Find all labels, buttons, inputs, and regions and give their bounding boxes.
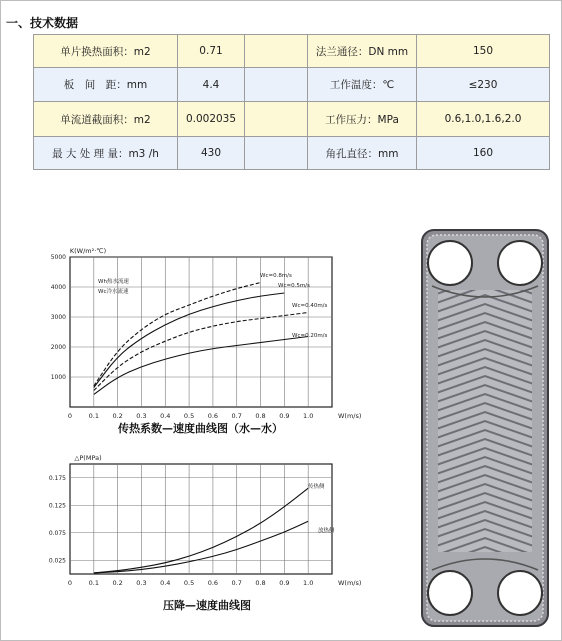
spec-label: 板 间 距：mm xyxy=(34,68,178,102)
pressure-drop-chart-svg xyxy=(40,450,400,590)
y-tick-label: 3000 xyxy=(50,314,66,321)
plot-frame xyxy=(70,464,332,574)
series-label: Wc=0.5m/s xyxy=(278,283,310,289)
y-tick-label: 2000 xyxy=(50,344,66,351)
x-tick-label: 0.1 xyxy=(88,579,99,587)
y-tick-label: 0.025 xyxy=(48,557,66,565)
x-tick-label: 1.0 xyxy=(303,412,314,420)
pressure-drop-chart-title: 压降—速度曲线图 xyxy=(163,599,251,612)
spec-label: 工作温度：℃ xyxy=(308,68,417,102)
x-tick-label: 0.4 xyxy=(160,412,171,420)
series-line xyxy=(94,337,308,395)
x-tick-label: 0 xyxy=(67,412,73,420)
x-tick-label: 0.3 xyxy=(136,412,147,420)
series-line xyxy=(94,313,308,391)
y-tick-label: 0.075 xyxy=(48,529,66,537)
y-tick-label: 0.125 xyxy=(48,502,66,510)
y-tick-label: 1000 xyxy=(50,374,66,381)
x-tick-label: 0.1 xyxy=(88,412,99,420)
x-tick-label: 0.5 xyxy=(183,412,195,420)
spec-row xyxy=(34,137,550,170)
x-tick-label: 0.6 xyxy=(207,412,219,420)
spec-blank xyxy=(245,68,308,102)
y-tick-label: 5000 xyxy=(50,254,66,261)
spec-blank xyxy=(245,35,308,68)
spec-row xyxy=(34,68,550,102)
x-axis-label: W(m/s) xyxy=(338,412,362,420)
spec-label: 最 大 处 理 量：m3 /h xyxy=(34,137,178,170)
legend-entry: Wh热水流速 xyxy=(98,279,129,285)
legend-entry: Wc冷水流速 xyxy=(98,289,129,295)
x-tick-label: 0.9 xyxy=(279,579,290,587)
spec-value: 150 xyxy=(417,35,550,68)
spec-label: 单流道截面积：m2 xyxy=(34,102,178,137)
x-tick-label: 0.8 xyxy=(255,579,266,587)
spec-value: 4.4 xyxy=(178,68,245,102)
spec-label: 法兰通径：DN mm xyxy=(308,35,417,68)
y-axis-label: △P(MPa) xyxy=(74,454,102,462)
spec-row xyxy=(34,102,550,137)
heat-transfer-chart-svg xyxy=(40,235,400,420)
spec-label: 角孔直径：mm xyxy=(308,137,417,170)
spec-label: 单片换热面积：m2 xyxy=(34,35,178,68)
heat-transfer-chart-title: 传热系数—速度曲线图（水—水） xyxy=(118,422,283,435)
x-tick-label: 0 xyxy=(67,579,73,587)
series-label: Wc=0.20m/s xyxy=(292,333,328,339)
x-tick-label: 1.0 xyxy=(303,579,314,587)
x-tick-label: 0.6 xyxy=(207,579,219,587)
x-tick-label: 0.4 xyxy=(160,579,171,587)
x-tick-label: 0.2 xyxy=(112,579,123,587)
x-tick-label: 0.2 xyxy=(112,412,123,420)
spec-value: 430 xyxy=(178,137,245,170)
heat-exchanger-plate-image xyxy=(418,228,552,632)
spec-value: 160 xyxy=(417,137,550,170)
section-heading: 一、技术数据 xyxy=(6,16,79,30)
x-tick-label: 0.8 xyxy=(255,412,266,420)
spec-value: 0.71 xyxy=(178,35,245,68)
y-tick-label: 0.175 xyxy=(48,474,66,482)
series-label: 传热侧 xyxy=(308,484,325,490)
spec-row xyxy=(34,35,550,68)
spec-label: 工作压力：MPa xyxy=(308,102,417,137)
plate-drawing xyxy=(418,228,552,628)
x-tick-label: 0.7 xyxy=(231,412,242,420)
spec-value: 0.002035 xyxy=(178,102,245,137)
heat-transfer-chart xyxy=(40,235,400,420)
spec-blank xyxy=(245,137,308,170)
x-tick-label: 0.3 xyxy=(136,579,147,587)
spec-value: 0.6,1.0,1.6,2.0 xyxy=(417,102,550,137)
spec-value: ≤230 xyxy=(417,68,550,102)
x-axis-label: W(m/s) xyxy=(338,579,362,587)
series-line xyxy=(94,283,261,387)
y-axis-label: K(W/m²·℃) xyxy=(69,247,107,255)
x-tick-label: 0.7 xyxy=(231,579,242,587)
series-line xyxy=(94,521,308,573)
y-tick-label: 4000 xyxy=(50,284,66,291)
series-label: 放热侧 xyxy=(318,528,335,534)
pressure-drop-chart xyxy=(40,450,400,590)
series-label: Wc=0.8m/s xyxy=(260,273,292,279)
x-tick-label: 0.5 xyxy=(183,579,195,587)
x-tick-label: 0.9 xyxy=(279,412,290,420)
spec-table xyxy=(33,34,550,170)
series-label: Wc=0.40m/s xyxy=(292,303,328,309)
spec-blank xyxy=(245,102,308,137)
